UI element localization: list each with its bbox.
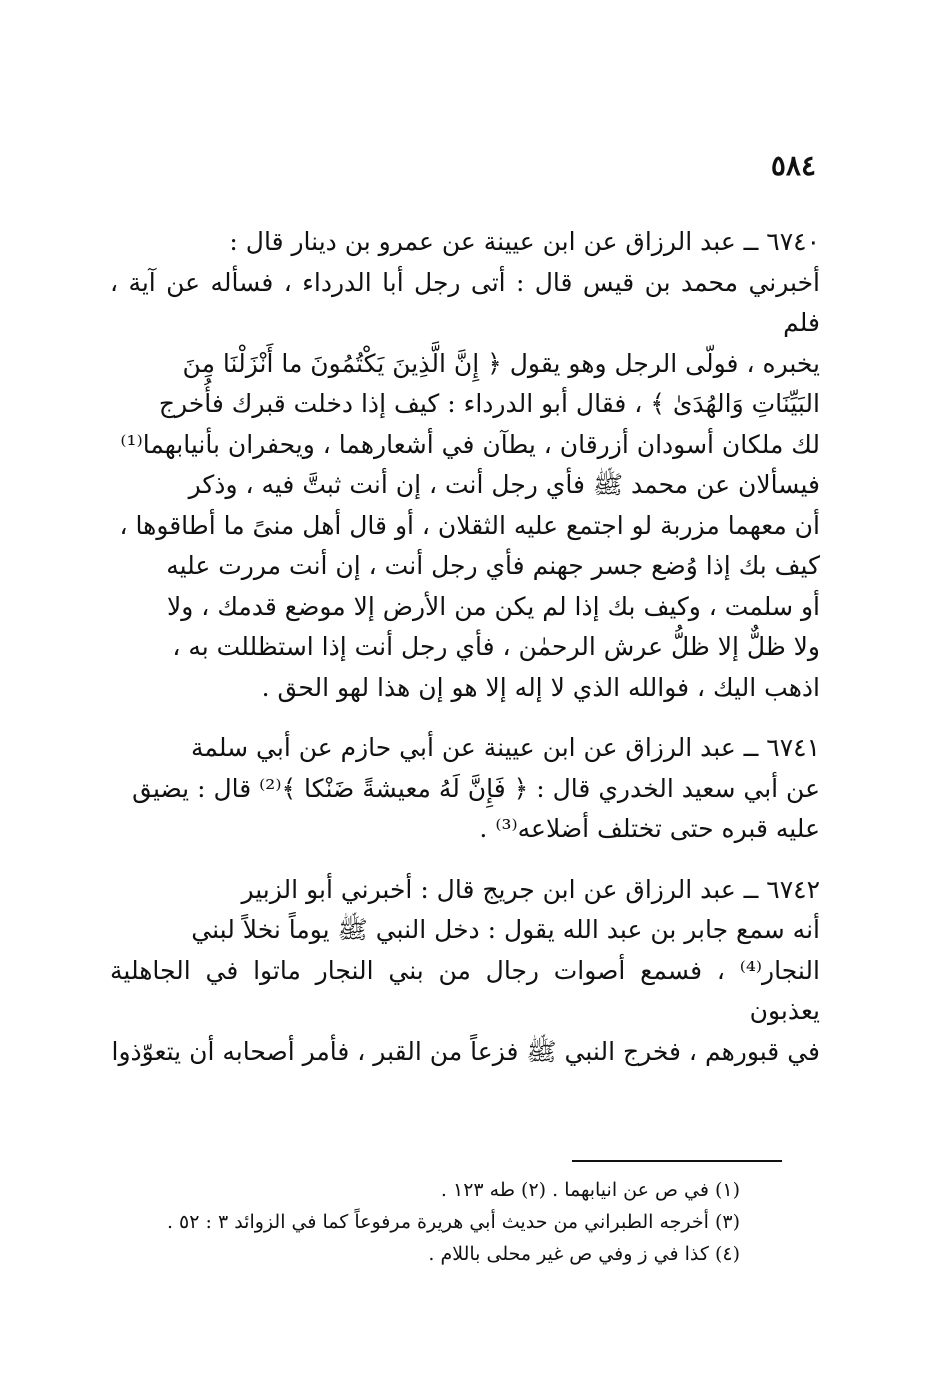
text-line: ولا ظلٌّ إلا ظلُّ عرش الرحمٰن ، فأي رجل أنت إذا استظللت به ، [172, 632, 820, 661]
page-number: ٥٨٤ [770, 149, 816, 182]
text-line: اذهب اليك ، فوالله الذي لا إله إلا هو إن هذا لهو الحق . [261, 672, 820, 702]
text-line: أنه سمع جابر بن عبد الله يقول : دخل النبي ﷺ يوماً نخلاً لبني [191, 915, 820, 944]
footnote: (٤) كذا في ز وفي ص غير محلى باللام . [428, 1243, 740, 1265]
text-line: النجار⁽⁴⁾ ، فسمع أصوات رجال من بني النجار ماتوا في الجاهلية يعذبون [110, 955, 820, 1025]
footnote-divider [572, 1160, 782, 1162]
text-line: ٦٧٤٢ ــ عبد الرزاق عن ابن جريج قال : أخبرني أبو الزبير [241, 874, 820, 904]
footnotes [100, 1174, 740, 1270]
hadith-6741 [110, 728, 820, 850]
text-line: أخبرني محمد بن قيس قال : أتى رجل أبا الدرداء ، فسأله عن آية ، فلم [110, 267, 820, 337]
main-text [110, 222, 820, 1072]
text-line: ٦٧٤١ ــ عبد الرزاق عن ابن عيينة عن أبي حازم عن أبي سلمة [191, 733, 820, 762]
hadith-6740 [110, 222, 820, 708]
footnote: (١) في ص عن انيابهما . (٢) طه ١٢٣ . [440, 1179, 740, 1201]
footnote: (٣) أخرجه الطبراني من حديث أبي هريرة مرفوعاً كما في الزوائد ٣ : ٥٢ . [166, 1211, 740, 1233]
text-line: عن أبي سعيد الخدري قال : ﴿ فَإِنَّ لَهُ معيشةً ضَنْكا ﴾⁽²⁾ قال : يضيق [132, 773, 820, 803]
text-line: أو سلمت ، وكيف بك إذا لم يكن من الأرض إلا موضع قدمك ، ولا [167, 591, 820, 621]
text-line: ٦٧٤٠ ــ عبد الرزاق عن ابن عيينة عن عمرو بن دينار قال : [229, 227, 820, 256]
text-line: فيسألان عن محمد ﷺ فأي رجل أنت ، إن أنت ثبتَّ فيه ، وذكر [188, 470, 820, 499]
text-line: البَيِّنَاتِ وَالهُدَىٰ ﴾ ، فقال أبو الدرداء : كيف إذا دخلت قبرك فأُخرج [158, 389, 820, 418]
text-line: أن معهما مزربة لو اجتمع عليه الثقلان ، أو قال أهل منىً ما أطاقوها ، [119, 510, 820, 540]
text-line: كيف بك إذا وُضع جسر جهنم فأي رجل أنت ، إن أنت مررت عليه [166, 551, 820, 580]
text-line: لك ملكان أسودان أزرقان ، يطآن في أشعارهما ، ويحفران بأنيابهما⁽¹⁾ [120, 429, 820, 459]
text-line: يخبره ، فولّى الرجل وهو يقول ﴿ إِنَّ الَّذِينَ يَكْتُمُونَ ما أَنْزَلْنَا مِنَ [182, 348, 820, 378]
text-line: في قبورهم ، فخرج النبي ﷺ فزعاً من القبر ، فأمر أصحابه أن يتعوّذوا [111, 1036, 820, 1066]
hadith-6742 [110, 870, 820, 1073]
text-line: عليه قبره حتى تختلف أضلاعه⁽³⁾ . [479, 814, 820, 843]
